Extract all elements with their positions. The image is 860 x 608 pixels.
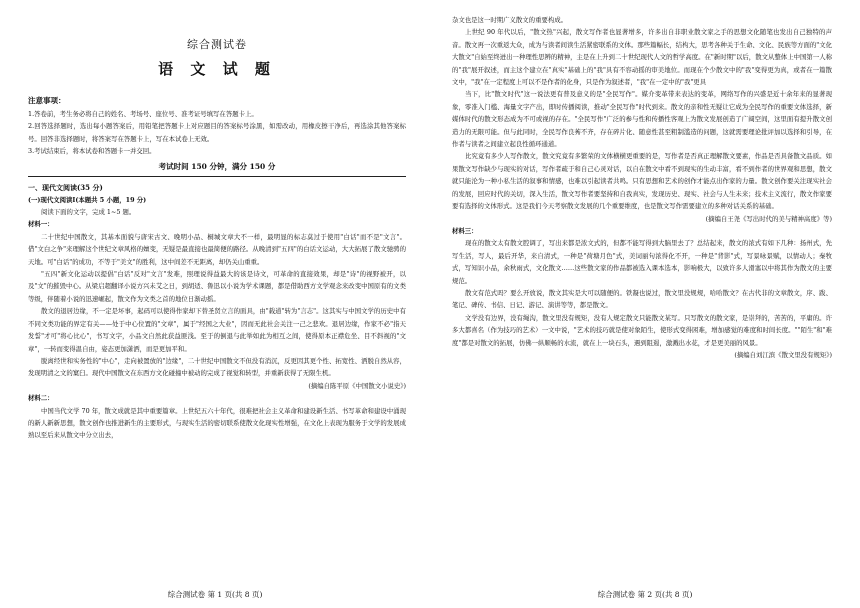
exam-subject-title: 语 文 试 题 [158, 60, 276, 78]
source-citation: (摘编自刘江滨《散文里没有规矩》) [734, 350, 832, 359]
material-title: 材料一： [28, 220, 54, 229]
material-paragraph: 现在的散文太有散文腔调了，写出来都是浓文式的，但都不能写得到大脑里去了？总结起来，散文的浓式有如下几种：扬州式，先写生活，写人，最后开华，来自清式，一种是"荷塘月色"式，美词丽句浓得化不开，一种是"背影"式，写景咏景赋，以情动人；秦牧式，写知识小品，余秋雨式，文化散文……这些散文家的作品都被选入课本选本，影响极大，以致许多人滑塞以中将其作为散文的主要规范。 [452, 239, 832, 285]
source-citation: (摘编自陈平原《中国散文小说史》) [308, 381, 406, 390]
material-paragraph: 脱离经世和实务性的"中心"，走向被置放的"边缘"，二十世纪中国散文不但没有消沉，反更因其更个性、拓宽性、洒脱自然从容，发现明清之文的窠臼。现代中国散文在东西方文化碰撞中被动的完成了视觉和转型，并重新获得了无限生机。 [28, 356, 406, 378]
section-heading: 一、现代文阅读(35 分) [28, 182, 103, 192]
material-paragraph: 文学没有边界，没有绳沟，散文里没有规矩，没有人规定散文只能散文某写。只写散文的散文家，是崇拜的，苦苦的，平庸的。许多大都喜名（作为技巧的艺术）一文中说，"艺术的技巧就是使对象陌生，使形式变得困难，增加感觉的难度和时间长度。""陌生"和"难度"都是对散文的拓展，仿佛一纵顺畅的水流，就在上一块石头，遇到阻遏，激溅出水花，才是更美丽的风景。 [452, 313, 832, 347]
material-paragraph: 二十世纪中国散文，其基本面貌与唐宋古文、晚明小品、桐城文章大不一样，最明显的标志莫过于使用"白话"而不是"文言"。借"文白之争"来理解这个世纪文章风格的嬗变，无疑是最直接也最简便的路径。从晚清到"五四"的白话文运动，大大拓展了散文驰骋的天地。可"白话"的成功，不等于"美文"的胜利，这中间差不无距离，却仍关山重重。 [28, 232, 406, 266]
right-page [430, 0, 860, 608]
material-paragraph: 杂文也是这一时期广义散文的重要构成。 [452, 16, 568, 24]
notice-item: 2.回答选择题时，选出每小题答案后，用铅笔把答题卡上对应题目的答案标号涂黑，如需改动，用橡皮擦干净后，再选涂其他答案标号。回答非选择题时，将答案写在答题卡上，写在本试卷上无效。 [28, 122, 406, 143]
material-title: 材料三： [452, 226, 478, 235]
material-paragraph: "五四"新文化运动以提倡"白话"反对"文言"发难，照理说得益最大的该是诗文，可革命的直接效果，却是"诗"的视野被开，以及"文"的摧毁中心。从梁启超翻译小说方兴未艾之日，到胡适、鲁迅以小说为学术课题，都是借助西方文学观念来改变中国原有的文类等级，伴随着小说的迅速崛起，散文作为文类之首的地位日渐动摇。 [28, 270, 406, 303]
source-citation: (摘编自王尧《写出时代的美与精神高度》等) [705, 214, 832, 223]
exam-info: 考试时间 150 分钟，满分 150 分 [158, 161, 276, 171]
material-paragraph: 当下，比"散文时代"这一说法更有普及意义的是"全民写作"。媒介变革带来表达的变革，网络写作的兴盛是近十余年来的显著现象，零准入门槛、海量文字产出，即时传播阅读，推动"全民写作"时代到来。散文的亲和性无疑让它成为全民写作的重要文体选择，新媒体时代的散文形态成为不可或视的存在。"全民写作"广泛的参与性和传播性客观上为散文发展创造了广阔空间，这里面有提升散文创造力的无限可能。但与此同时，全民写作良莠不齐，存在碎片化、随意性甚至粗制滥造的问题，这就需要理论批评加以选择和引导，在作者与读者之间建立起良性循环通道。 [452, 90, 832, 149]
material-title: 材料二： [28, 394, 54, 403]
notice-item: 3.考试结束后，将本试卷和答题卡一并交回。 [28, 147, 156, 156]
notice-item: 1.答卷前，考生务必将自己的姓名、考场号、座位号、准考证号填写在答题卡上。 [28, 110, 258, 118]
instruction: 阅读下面的文字，完成 1~5 题。 [41, 208, 136, 217]
page-footer: 综合测试卷 第 2 页(共 8 页) [597, 590, 693, 599]
subsection-heading: (一)现代文阅读Ⅰ(本题共 5 小题，19 分) [28, 195, 147, 204]
material-paragraph: 比究竟有多少人写作散文，散文究竟有多繁荣的文体横横更重要的是，写作者是否真正理解散文要素，作品是否具备散文品质。如果散文写作缺少与现实的对话，写作者疏于和自己心灵对话，以自在散文中看不到现实的生动丰富，看不到作者的世界观和思想，散文就只能沦为一种小私生活的叙事和情感，也难以引起读者共鸣。只有思想和艺术的创作才能点出作家的力量。散文创作要关注现实社会的发展，回应时代的关切，深入生活，散文写作者要坚持和自我真实，发现历史、现实、社会与人生未来；技术主义流行，散文作家要要有选择的文体形式。这是我们今天考察散文发展的几个重要维度，也是散文写作需要建立的多种对话关系的基础。 [452, 152, 832, 211]
page-footer: 综合测试卷 第 1 页(共 8 页) [167, 590, 263, 599]
notice-title: 注意事项： [28, 96, 66, 105]
exam-series-title: 综合测试卷 [187, 38, 247, 51]
divider [28, 176, 406, 177]
material-paragraph: 散文的退居边缘，不一定是坏事，起码可以使得作家却下替圣贤立言的面具，由"载道"转为"言志"。这其实与中国文学的历史中有不同文类功能的界定有关——处于中心位置的"文章"，属于"经国之大业"，因而无此社会关注一己之悲欢。退居边缘，作家不必"指天发誓"才可"将心比心"，书写文字，小品文自然此获益匪浅。至于的倒退与此举如此为相互之间，使得原本正襟危坐、目不斜视的"文章"，一转而变得温自由，姿态更加潇洒，而是更加平和。 [28, 307, 406, 353]
material-paragraph: 中国当代文学 70 年，散文成就是其中重要篇章。上世纪五六十年代，很难把社会主义革命和建设新生活、书写革命和建设中涌现的新人新新思想，散文创作也推进新生的主要形式，与现实生活的密切联系使散文化现实性增强，在文化上表现为服务于文学的发展成熟以至后来从散文中分立出去， [28, 406, 406, 440]
material-paragraph: 上世纪 90 年代以后，"散文热"兴起，散文写作者也显著增多，许多出自非职业散文家之手的思想文化随笔也发出自己独特的声音。散文再一次重返大众，成为与读者间读生活紧密联系的文体。那些篇幅长，结构大，思考各种关于生命、文化、民族等方面的"文化大散文"自始至终迸出一种理性思辨的精神，主是在上升到二十世纪现代人文的哲学高度。在"新时期"以后，散文从整体上中国第一人称的"我"展开叙述，而主这个建立在"真实"基础上的"我"具有不容动摇的审美地位。而现在个少散文中的"我"变得更为真，或者在一篇散文中，"我"在一定程度上可以不是作者的化身，只是作为叙述者，"我"在一定中的"我"更具 [452, 28, 832, 87]
material-paragraph: 散文有范式吗？要么开放说，散文其实是大可以随便的。铁凝也说过，散文里没规规，哈哈散文？在古代非的文章散文，序、跋、笔记、碑传、书信、日记、游记、演讲等等，都是散文。 [452, 288, 832, 310]
